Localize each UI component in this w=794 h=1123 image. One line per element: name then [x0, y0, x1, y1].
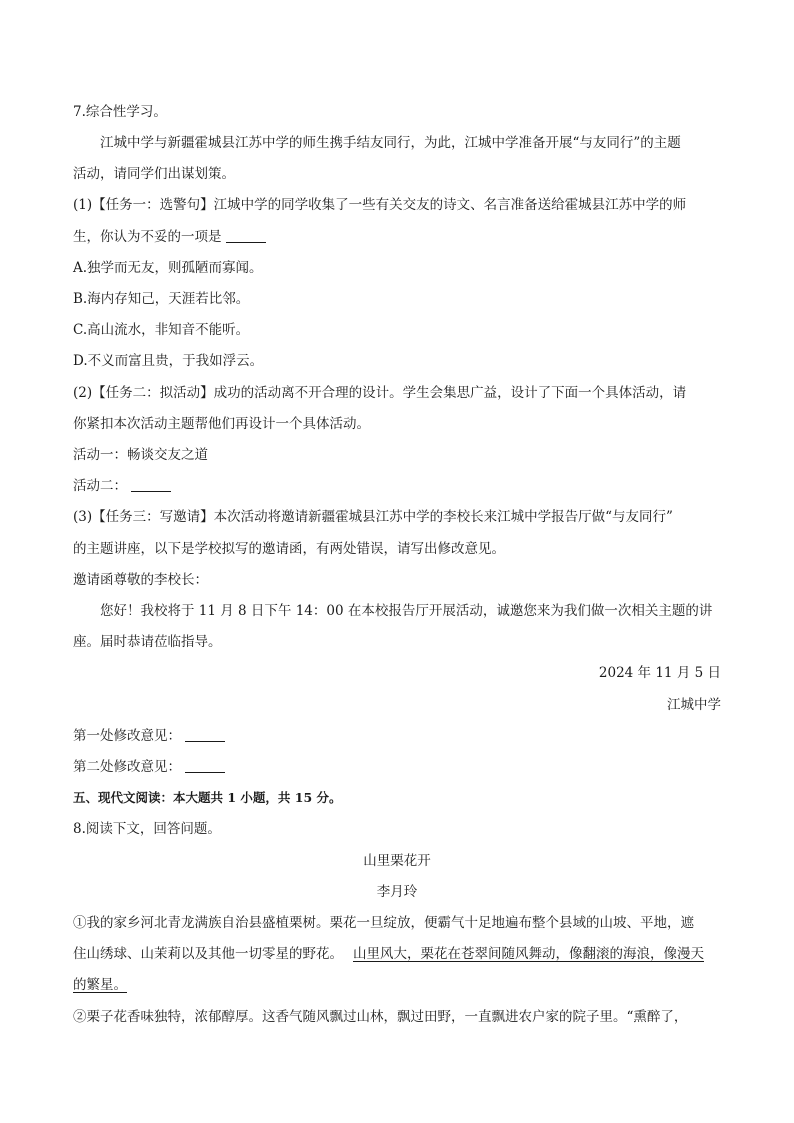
paragraph-1-line-3 [73, 975, 723, 995]
letter-body-2: 座。届时恭请莅临指导。 [73, 634, 222, 650]
paragraph-1-line-1: ①我的家乡河北青龙满族自治县盛植栗树。栗花一旦绽放，便霸气十足地遍布整个县域的山坡、平地，遮 [73, 915, 694, 931]
question-8-title: 8.阅读下文，回答问题。 [73, 821, 221, 837]
question-7-title: 7.综合性学习。 [73, 104, 167, 120]
task2-line-1: (2)【任务二：拟活动】成功的活动离不开合理的设计。学生会集思广益，设计了下面一个具体活动，请 [73, 385, 687, 401]
intro-line-2: 活动，请同学们出谋划策。 [73, 166, 235, 182]
option-c: C.高山流水，非知音不能听。 [73, 322, 250, 338]
section-5-heading: 五、现代文阅读：本大题共 1 小题，共 15 分。 [73, 790, 342, 805]
option-a: A.独学而无友，则孤陋而寡闻。 [73, 260, 263, 276]
option-d: D.不义而富且贵，于我如浮云。 [73, 353, 264, 369]
answer-blank-4[interactable] [185, 758, 225, 773]
task3-line-2: 的主题讲座，以下是学校拟写的邀请函，有两处错误，请写出修改意见。 [73, 541, 505, 557]
option-b: B.海内存知己，天涯若比邻。 [73, 291, 250, 307]
article-author: 李月玲 [376, 884, 418, 900]
activity-1: 活动一：畅谈交友之道 [73, 447, 208, 463]
article-title: 山里栗花开 [363, 853, 431, 869]
letter-signature: 江城中学 [667, 697, 721, 713]
task1-line-1: (1)【任务一：选警句】江城中学的同学收集了一些有关交友的诗文、名言准备送给霍城县江苏中学的师 [73, 197, 687, 213]
fix-1 [73, 726, 723, 746]
paragraph-1-plain-text: 住山绣球、山茉莉以及其他一切零星的野花。 [73, 946, 343, 962]
letter-body-1: 您好！我校将于 11 月 8 日下午 14：00 在本校报告厅开展活动，诚邀您来为我们做一次相关主题的讲 [100, 603, 713, 619]
answer-blank-1[interactable] [226, 228, 266, 243]
answer-blank-2[interactable] [131, 477, 171, 492]
underlined-sentence-part-2: 的繁星。 [73, 977, 127, 993]
underlined-sentence-part-1: 山里风大，栗花在苍翠间随风舞动，像翻滚的海浪，像漫天 [353, 946, 704, 962]
fix-2 [73, 757, 723, 777]
letter-date: 2024 年 11 月 5 日 [598, 665, 721, 681]
task1-line-2-text: 生，你认为不妥的一项是 [73, 229, 222, 245]
paragraph-2-line-1: ②栗子花香味独特，浓郁醇厚。这香气随风飘过山林，飘过田野，一直飘进农户家的院子里。“熏醉了， [73, 1009, 688, 1025]
fix-1-label: 第一处修改意见： [73, 728, 181, 744]
intro-line-1: 江城中学与新疆霍城县江苏中学的师生携手结友同行，为此，江城中学准备开展“与友同行”的主题 [100, 135, 681, 151]
paragraph-1-line-2 [73, 944, 723, 964]
task1-line-2 [73, 227, 723, 247]
activity-2-label: 活动二： [73, 478, 127, 494]
task2-line-2: 你紧扣本次活动主题帮他们再设计一个具体活动。 [73, 416, 370, 432]
activity-2 [73, 476, 723, 496]
fix-2-label: 第二处修改意见： [73, 759, 181, 775]
answer-blank-3[interactable] [185, 727, 225, 742]
letter-salutation: 邀请函尊敬的李校长： [73, 572, 208, 588]
task3-line-1: (3)【任务三：写邀请】本次活动将邀请新疆霍城县江苏中学的李校长来江城中学报告厅做“与友同行” [73, 509, 673, 525]
